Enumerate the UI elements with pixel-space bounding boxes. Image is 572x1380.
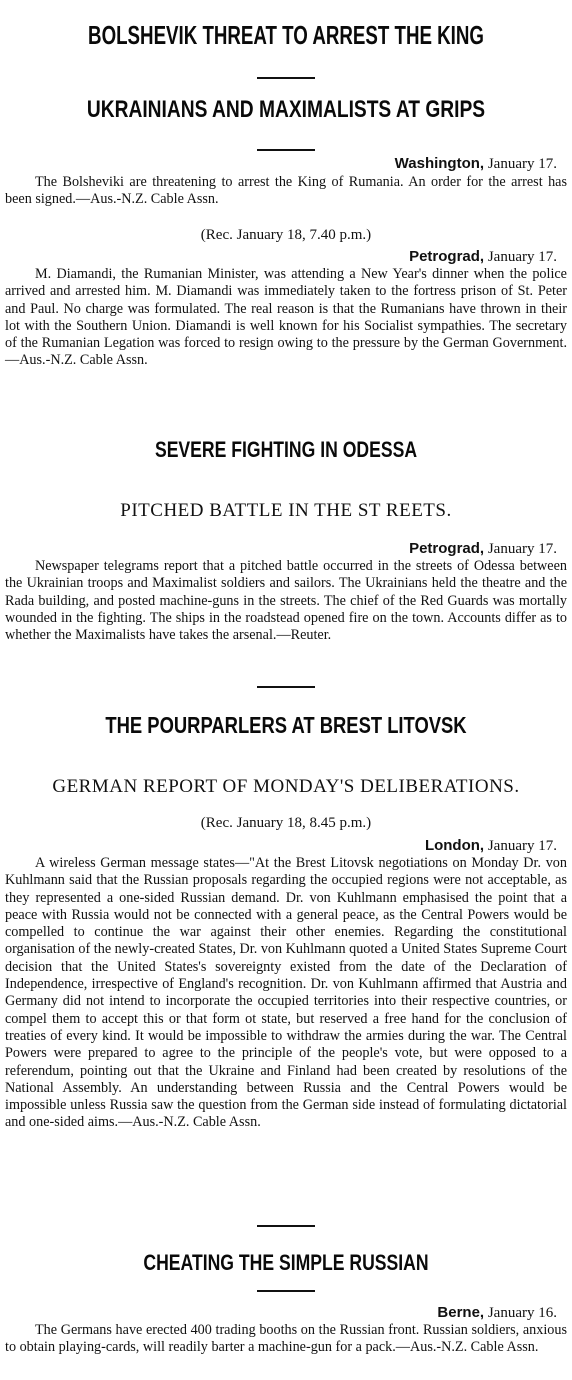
article-paragraph: The Germans have erected 400 trading booths on the Russian front. Russian soldiers, anxious to obtain playing-cards, will readily barter a machine-gun for a pack.—Aus.-N.Z. Cable Assn. bbox=[5, 1322, 567, 1356]
dateline-date: January 17. bbox=[487, 541, 557, 557]
headline-bolshevik: BOLSHEVIK THREAT TO ARREST THE KING bbox=[88, 20, 484, 50]
headline-ukrainians: UKRAINIANS AND MAXIMALISTS AT GRIPS bbox=[86, 96, 486, 123]
subheadline-odessa: PITCHED BATTLE IN THE ST REETS. bbox=[120, 500, 452, 521]
dateline-petrograd-2 bbox=[409, 540, 557, 558]
dateline-place: London, bbox=[424, 837, 485, 854]
received-note: (Rec. January 18, 8.45 p.m.) bbox=[200, 815, 372, 831]
dateline-place: Washington, bbox=[394, 155, 485, 172]
dateline-place: Berne, bbox=[437, 1304, 485, 1321]
subheadline-brest-litovsk: GERMAN REPORT OF MONDAY'S DELIBERATIONS. bbox=[52, 776, 520, 797]
divider bbox=[257, 149, 315, 151]
divider bbox=[257, 686, 315, 688]
divider bbox=[257, 77, 315, 79]
headline-cheating: CHEATING THE SIMPLE RUSSIAN bbox=[143, 1250, 429, 1275]
dateline-berne bbox=[437, 1304, 557, 1322]
article-paragraph: Newspaper telegrams report that a pitched battle occurred in the streets of Odessa between the Ukrainian troops and Maximalist soldiers and sailors. The Ukrainians held the theatre and the Rada building, and posted machine-guns in the streets. The chief of the Red Guards was mortally wounded in the fighting. The ships in the roadstead opened fire on the town. Accounts differ as to whether the Maximalists have takes the arsenal.—Reuter. bbox=[5, 558, 567, 644]
received-note: (Rec. January 18, 7.40 p.m.) bbox=[200, 227, 372, 243]
dateline-date: January 17. bbox=[487, 156, 557, 172]
dateline-washington bbox=[395, 155, 557, 173]
headline-odessa: SEVERE FIGHTING IN ODESSA bbox=[154, 437, 418, 462]
article-paragraph: M. Diamandi, the Rumanian Minister, was attending a New Year's dinner when the police arrived and arrested him. M. Diamandi was immediately taken to the fortress prison of St. Peter and Paul. No charge was formulated. The real reason is that the Rumanians have thrown in their lot with the Southern Union. Diamandi is well known for his Socialist sympathies. The secretary of the Rumanian Legation was forced to resign owing to the pressure by the German Government.—Aus.-N.Z. Cable Assn. bbox=[5, 266, 567, 369]
headline-brest-litovsk: THE POURPARLERS AT BREST LITOVSK bbox=[105, 712, 467, 738]
dateline-place: Petrograd, bbox=[409, 540, 485, 557]
dateline-london bbox=[425, 837, 557, 855]
article-paragraph: A wireless German message states—"At the Brest Litovsk negotiations on Monday Dr. von Kuhlmann said that the Russian proposals regarding the occupied regions were not acceptable, as they represented a one-sided Russian demand. Dr. von Kuhlmann emphasised the point that a peace with Russia would not be connected with a general peace, as the Central Powers would be compelled to continue the war against their other enemies. Regarding the constitutional organisation of the newly-created States, Dr. von Kuhlmann quoted a United States Supreme Court decision that the United States's sovereignty existed from the date of the Declaration of Independence, irrespective of England's recognition. Dr. von Kuhlmann affirmed that Austria and Germany did not intend to incorporate the occupied territories into their respective countries, or compel them to accept this or that form ot state, but reserved a free hand for the conclusion of treaties of every kind. It would be impossible to withdraw the armies during the war. The Central Powers were prepared to agree to the principle of the people's vote, but were opposed to a referendum, pointing out that the Ukraine and Finland had been created by resolutions of the National Assembly. An understanding between Russia and the Central Powers would be impossible unless Russia saw the question from the German side instead of formulating dictatorial and one-sided aims.—Aus.-N.Z. Cable Assn. bbox=[5, 855, 567, 1131]
dateline-date: January 17. bbox=[487, 249, 557, 265]
article-paragraph: The Bolsheviki are threatening to arrest the King of Rumania. An order for the arrest has been signed.—Aus.-N.Z. Cable Assn. bbox=[5, 174, 567, 208]
dateline-date: January 16. bbox=[487, 1305, 557, 1321]
dateline-petrograd bbox=[409, 248, 557, 266]
divider bbox=[257, 1225, 315, 1227]
dateline-date: January 17. bbox=[487, 838, 557, 854]
divider bbox=[257, 1290, 315, 1292]
dateline-place: Petrograd, bbox=[409, 248, 485, 265]
